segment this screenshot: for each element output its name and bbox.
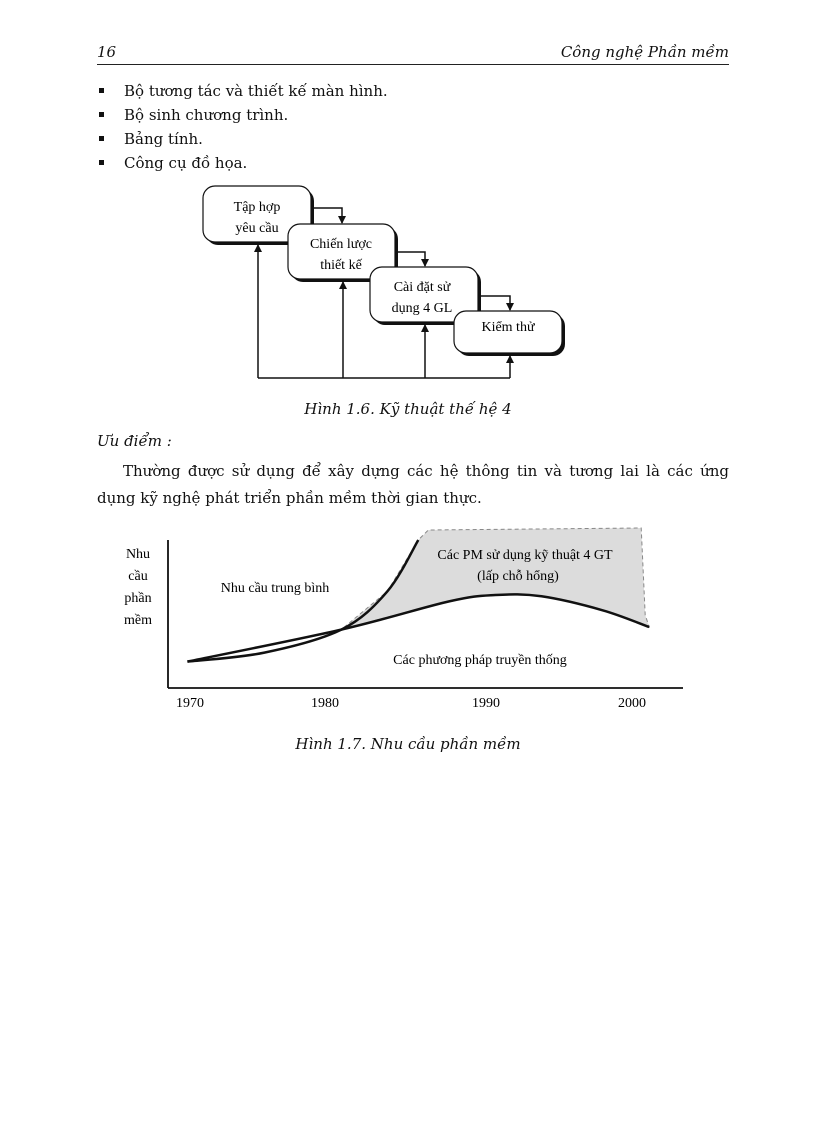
section-heading: Ưu điểm : <box>97 432 172 450</box>
x-tick-label: 1980 <box>311 696 339 711</box>
box-label: yêu cầu <box>235 221 279 236</box>
traditional-methods-label: Các phương pháp truyền thống <box>393 653 567 668</box>
bullet-icon <box>99 88 104 93</box>
list-item-text: Bộ tương tác và thiết kế màn hình. <box>124 82 388 100</box>
bullet-list <box>97 79 388 175</box>
list-item-text: Công cụ đồ họa. <box>124 154 248 172</box>
software-demand-chart <box>110 525 700 720</box>
y-axis-label: cầu <box>128 569 148 584</box>
box-label: dụng 4 GL <box>391 301 453 316</box>
list-item <box>97 79 388 103</box>
list-item <box>97 151 388 175</box>
bullet-icon <box>99 160 104 165</box>
page-number: 16 <box>97 43 117 61</box>
box-label: Tập hợp <box>233 200 281 215</box>
box-label: Kiểm thử <box>481 320 535 335</box>
gap-label: Các PM sử dụng kỹ thuật 4 GT <box>437 548 613 563</box>
list-item <box>97 103 388 127</box>
list-item <box>97 127 388 151</box>
box-label: Cài đặt sử <box>393 280 451 295</box>
step-arrow <box>314 208 342 223</box>
gap-label: (lấp chỗ hổng) <box>477 569 559 584</box>
bullet-icon <box>99 112 104 117</box>
y-axis-label: phần <box>124 591 152 606</box>
box-label: thiết kế <box>320 258 362 273</box>
y-axis-label: Nhu <box>125 547 151 562</box>
x-tick-label: 2000 <box>618 696 646 711</box>
y-axis-label: mềm <box>124 613 152 628</box>
body-paragraph: Thường được sử dụng để xây dựng các hệ thông tin và tương lai là các ứng dụng kỹ nghệ phát triển phần mềm thời gian thực. <box>97 462 729 507</box>
bullet-icon <box>99 136 104 141</box>
box-label: Chiến lược <box>309 237 373 252</box>
fourth-gen-technique-diagram <box>190 180 580 390</box>
x-tick-label: 1970 <box>176 696 204 711</box>
figure-caption: Hình 1.6. Kỹ thuật thế hệ 4 <box>304 400 512 418</box>
page-header <box>97 40 729 65</box>
list-item-text: Bộ sinh chương trình. <box>124 106 289 124</box>
figure-caption: Hình 1.7. Nhu cầu phần mềm <box>295 735 521 753</box>
x-tick-label: 1990 <box>472 696 500 711</box>
step-arrow <box>398 252 425 266</box>
average-demand-label: Nhu cầu trung bình <box>220 581 330 596</box>
list-item-text: Bảng tính. <box>124 130 203 148</box>
running-title: Công nghệ Phần mềm <box>560 43 729 61</box>
step-arrow <box>481 296 510 310</box>
